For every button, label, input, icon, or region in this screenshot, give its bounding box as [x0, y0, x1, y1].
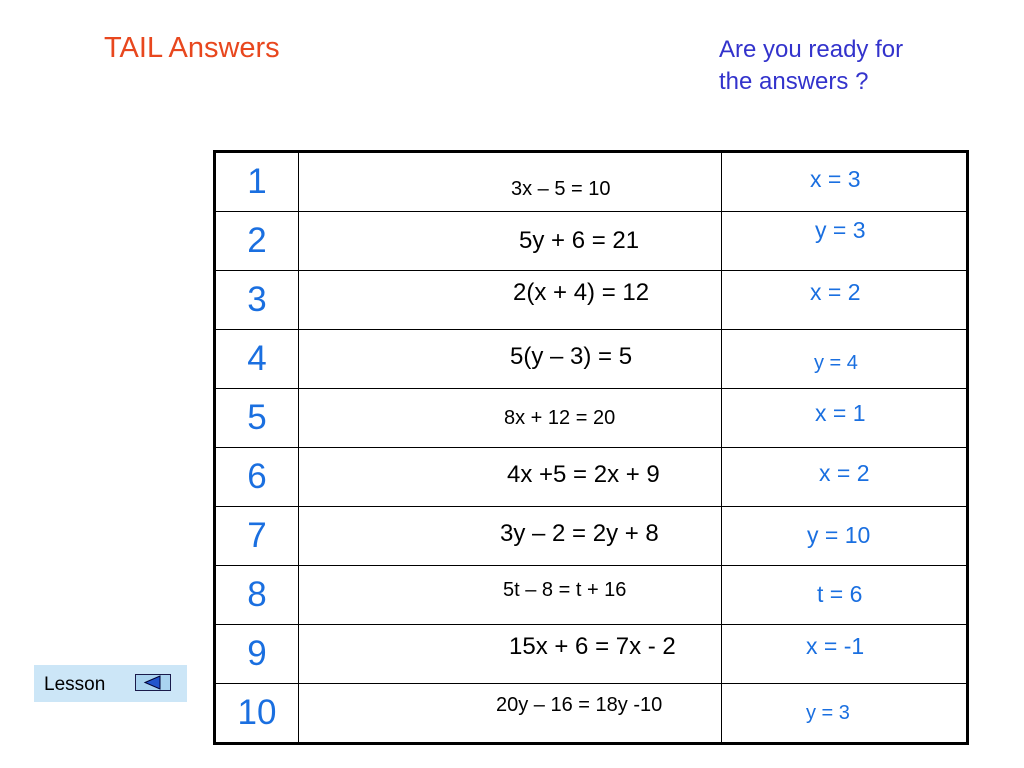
answer-cell — [722, 271, 968, 330]
answer-cell — [722, 566, 968, 625]
answer-text: t = 6 — [817, 581, 863, 607]
question-number: 7 — [215, 507, 299, 566]
equation-text: 2(x + 4) = 12 — [513, 279, 650, 306]
table-row — [215, 330, 968, 389]
answer-cell — [722, 389, 968, 448]
equation-cell — [299, 271, 722, 330]
answer-cell — [722, 152, 968, 212]
table-row — [215, 448, 968, 507]
table-row — [215, 684, 968, 744]
equation-cell — [299, 507, 722, 566]
answer-cell — [722, 330, 968, 389]
answer-cell — [722, 684, 968, 744]
equation-cell — [299, 330, 722, 389]
question-number: 3 — [215, 271, 299, 330]
ready-prompt-line-1: Are you ready for — [719, 36, 904, 63]
answer-text: x = -1 — [806, 633, 865, 659]
answer-text: y = 4 — [814, 352, 858, 374]
answer-text: x = 1 — [815, 400, 866, 426]
table-row — [215, 271, 968, 330]
answers-table — [213, 150, 969, 745]
table-row — [215, 507, 968, 566]
lesson-button-label: Lesson — [44, 674, 106, 695]
question-number: 5 — [215, 389, 299, 448]
answer-cell — [722, 507, 968, 566]
equation-text: 3x – 5 = 10 — [511, 178, 611, 200]
question-number: 1 — [215, 152, 299, 212]
ready-prompt-line-2: the answers ? — [719, 68, 869, 95]
answer-text: y = 3 — [806, 702, 850, 724]
question-number: 4 — [215, 330, 299, 389]
table-row — [215, 389, 968, 448]
answer-text: x = 2 — [810, 279, 861, 305]
lesson-button[interactable] — [34, 665, 187, 702]
back-arrow-icon[interactable] — [135, 674, 171, 691]
equation-cell — [299, 448, 722, 507]
question-number: 2 — [215, 212, 299, 271]
equation-text: 3y – 2 = 2y + 8 — [500, 520, 659, 547]
question-number: 8 — [215, 566, 299, 625]
ready-prompt — [719, 34, 979, 98]
answer-cell — [722, 625, 968, 684]
equation-text: 15x + 6 = 7x - 2 — [509, 633, 676, 660]
equation-text: 4x +5 = 2x + 9 — [507, 461, 660, 488]
equation-cell — [299, 212, 722, 271]
answer-text: x = 2 — [819, 460, 870, 486]
answer-cell — [722, 212, 968, 271]
equation-cell — [299, 566, 722, 625]
equation-text: 5y + 6 = 21 — [519, 227, 640, 254]
answer-text: y = 3 — [815, 217, 866, 243]
equation-cell — [299, 389, 722, 448]
equation-text: 5(y – 3) = 5 — [510, 343, 633, 370]
table-row — [215, 566, 968, 625]
answer-text: x = 3 — [810, 166, 861, 192]
table-row — [215, 152, 968, 212]
table-row — [215, 212, 968, 271]
table-row — [215, 625, 968, 684]
equation-cell — [299, 684, 722, 744]
question-number: 9 — [215, 625, 299, 684]
page-title: TAIL Answers — [104, 32, 280, 64]
equation-text: 8x + 12 = 20 — [504, 407, 616, 429]
answer-text: y = 10 — [807, 522, 871, 548]
question-number: 10 — [215, 684, 299, 744]
question-number: 6 — [215, 448, 299, 507]
equation-text: 20y – 16 = 18y -10 — [496, 694, 663, 716]
equation-cell — [299, 152, 722, 212]
answer-cell — [722, 448, 968, 507]
equation-cell — [299, 625, 722, 684]
equation-text: 5t – 8 = t + 16 — [503, 579, 627, 601]
